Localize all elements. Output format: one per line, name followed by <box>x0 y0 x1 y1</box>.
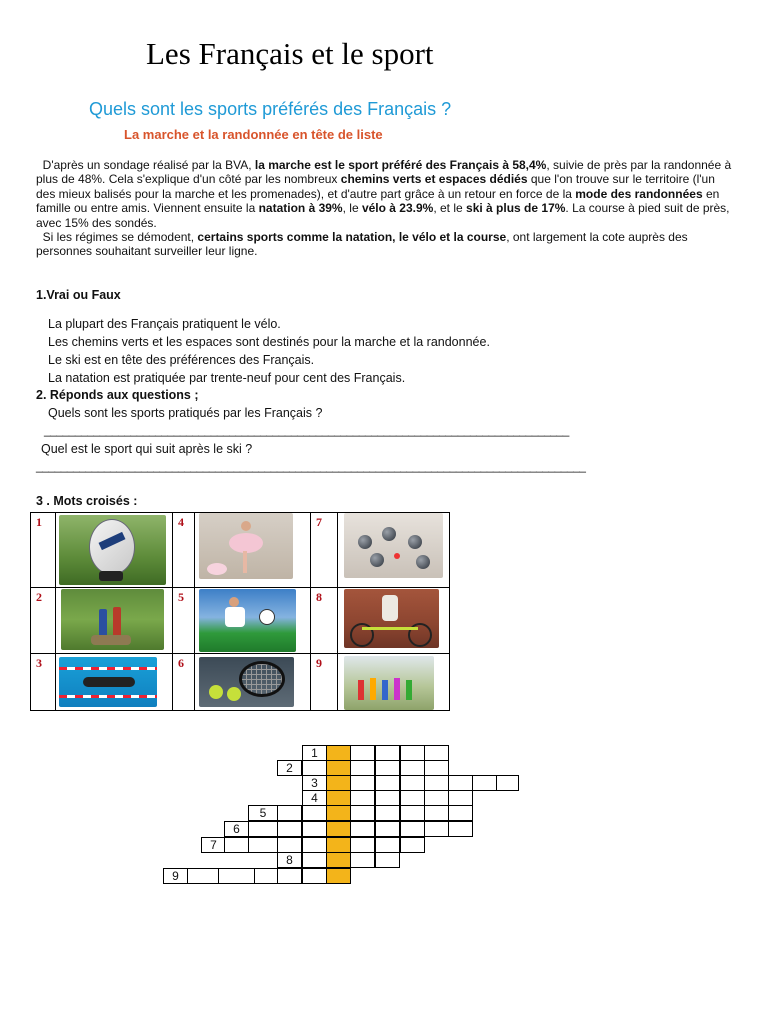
crossword-cell[interactable] <box>424 821 449 837</box>
true-false-item: La plupart des Français pratiquent le vélo. <box>48 317 281 331</box>
crossword-cell[interactable] <box>277 805 302 821</box>
crossword-cell[interactable] <box>350 837 375 853</box>
picture-number: 3 <box>36 656 42 670</box>
crossword-cell[interactable] <box>350 790 375 806</box>
crossword-cell-highlight[interactable] <box>326 805 351 821</box>
crossword-cell[interactable] <box>375 805 400 821</box>
picture-number: 4 <box>178 515 184 529</box>
crossword-cell[interactable] <box>302 852 327 868</box>
section-1-heading: 1.Vrai ou Faux <box>36 288 121 302</box>
picture-number: 8 <box>316 590 322 604</box>
crossword-cell-highlight[interactable] <box>326 837 351 853</box>
crossword-cell[interactable] <box>400 775 425 791</box>
crossword-number: 7 <box>201 837 226 853</box>
crossword-cell[interactable] <box>254 868 279 884</box>
crossword-cell[interactable] <box>218 868 255 884</box>
crossword-cell[interactable] <box>277 837 302 853</box>
crossword-cell[interactable] <box>400 805 425 821</box>
crossword-cell[interactable] <box>350 805 375 821</box>
question-2: Quel est le sport qui suit après le ski ? <box>41 442 253 456</box>
crossword-cell-highlight[interactable] <box>326 852 351 868</box>
crossword-number: 3 <box>302 775 327 791</box>
crossword-cell[interactable] <box>248 821 278 837</box>
crossword-cell[interactable] <box>375 775 400 791</box>
crossword-cell[interactable] <box>424 745 449 761</box>
crossword-cell[interactable] <box>472 775 497 791</box>
crossword-number: 4 <box>302 790 327 806</box>
crossword-cell[interactable] <box>424 775 449 791</box>
crossword-cell[interactable] <box>302 821 327 837</box>
crossword-cell-highlight[interactable] <box>326 868 351 884</box>
crossword-cell[interactable] <box>350 775 375 791</box>
crossword-cell[interactable] <box>375 837 400 853</box>
picture-number: 5 <box>178 590 184 604</box>
crossword-cell[interactable] <box>375 790 400 806</box>
crossword-cell[interactable] <box>448 805 473 821</box>
picture-number: 1 <box>36 515 42 529</box>
true-false-item: Les chemins verts et les espaces sont destinés pour la marche et la randonnée. <box>48 335 490 349</box>
crossword-number: 9 <box>163 868 188 884</box>
answer-blank-2[interactable]: _________________________________________________________________________________________ <box>36 459 586 473</box>
true-false-item: Le ski est en tête des préférences des Français. <box>48 353 315 367</box>
crossword-cell[interactable] <box>350 745 375 761</box>
crossword-cell-highlight[interactable] <box>326 790 351 806</box>
crossword-cell[interactable] <box>375 745 400 761</box>
paragraph-2: Si les régimes se démodent, certains sports comme la natation, le vélo et la course, ont largement la cote auprès des personnes souhaitant surveiller leur ligne. <box>36 230 688 259</box>
crossword-cell[interactable] <box>424 790 449 806</box>
crossword-cell[interactable] <box>375 760 400 776</box>
crossword-cell[interactable] <box>224 837 249 853</box>
section-subtitle: La marche et la randonnée en tête de liste <box>124 127 383 142</box>
crossword-number: 1 <box>302 745 327 761</box>
crossword-number: 5 <box>248 805 278 821</box>
crossword-cell[interactable] <box>424 805 449 821</box>
crossword-cell[interactable] <box>448 775 473 791</box>
picture-number: 7 <box>316 515 322 529</box>
crossword-cell[interactable] <box>350 760 375 776</box>
section-3-heading: 3 . Mots croisés : <box>36 494 138 508</box>
crossword-cell[interactable] <box>187 868 219 884</box>
crossword-cell[interactable] <box>248 837 278 853</box>
crossword-cell[interactable] <box>375 852 400 868</box>
crossword-cell[interactable] <box>302 837 327 853</box>
crossword-cell[interactable] <box>424 760 449 776</box>
picture-number: 6 <box>178 656 184 670</box>
crossword-cell[interactable] <box>277 821 302 837</box>
page-title: Les Français et le sport <box>146 36 434 71</box>
crossword-cell[interactable] <box>400 745 425 761</box>
crossword-cell[interactable] <box>400 821 425 837</box>
crossword-cell[interactable] <box>350 821 375 837</box>
picture-number: 2 <box>36 590 42 604</box>
crossword-number: 6 <box>224 821 249 837</box>
crossword-cell[interactable] <box>400 837 425 853</box>
question-1: Quels sont les sports pratiqués par les Français ? <box>48 406 323 420</box>
crossword-cell[interactable] <box>400 760 425 776</box>
crossword-cell[interactable] <box>448 821 473 837</box>
true-false-item: La natation est pratiquée par trente-neuf pour cent des Français. <box>48 371 406 385</box>
crossword-cell-highlight[interactable] <box>326 745 351 761</box>
crossword-cell-highlight[interactable] <box>326 760 351 776</box>
crossword-cell[interactable] <box>496 775 519 791</box>
crossword-cell[interactable] <box>302 805 327 821</box>
crossword-cell[interactable] <box>448 790 473 806</box>
crossword-cell[interactable] <box>375 821 400 837</box>
page-subtitle: Quels sont les sports préférés des Français ? <box>89 99 452 119</box>
crossword-cell[interactable] <box>350 852 375 868</box>
crossword-number: 8 <box>277 852 302 868</box>
crossword-cell-highlight[interactable] <box>326 821 351 837</box>
paragraph-1: D'après un sondage réalisé par la BVA, la marche est le sport préféré des Français à 58,4%, suivie de près par la randonnée à plus de 48%. Cela s'explique d'un côté par les nombreux chemins verts et espaces dédiés que l'on trouve sur le territoire (l'un des mieux balisés pour la marche et les promenades), et d'autre part grâce à un retour en force de la mode des randonnées en famille ou entre amis. Viennent ensuite la natation à 39%, le vélo à 23.9%, et le ski à plus de 17%. La course à pied suit de près, avec 15% des sondés. <box>36 158 732 230</box>
crossword-number: 2 <box>277 760 302 776</box>
answer-blank-1[interactable]: _____________________________________________________________________________________ <box>44 423 569 437</box>
crossword-cell[interactable] <box>400 790 425 806</box>
crossword-cell-highlight[interactable] <box>326 775 351 791</box>
section-2-heading: 2. Réponds aux questions ; <box>36 388 199 402</box>
picture-number: 9 <box>316 656 322 670</box>
crossword-cell[interactable] <box>277 868 302 884</box>
crossword-cell[interactable] <box>302 868 327 884</box>
crossword-cell[interactable] <box>302 760 327 776</box>
